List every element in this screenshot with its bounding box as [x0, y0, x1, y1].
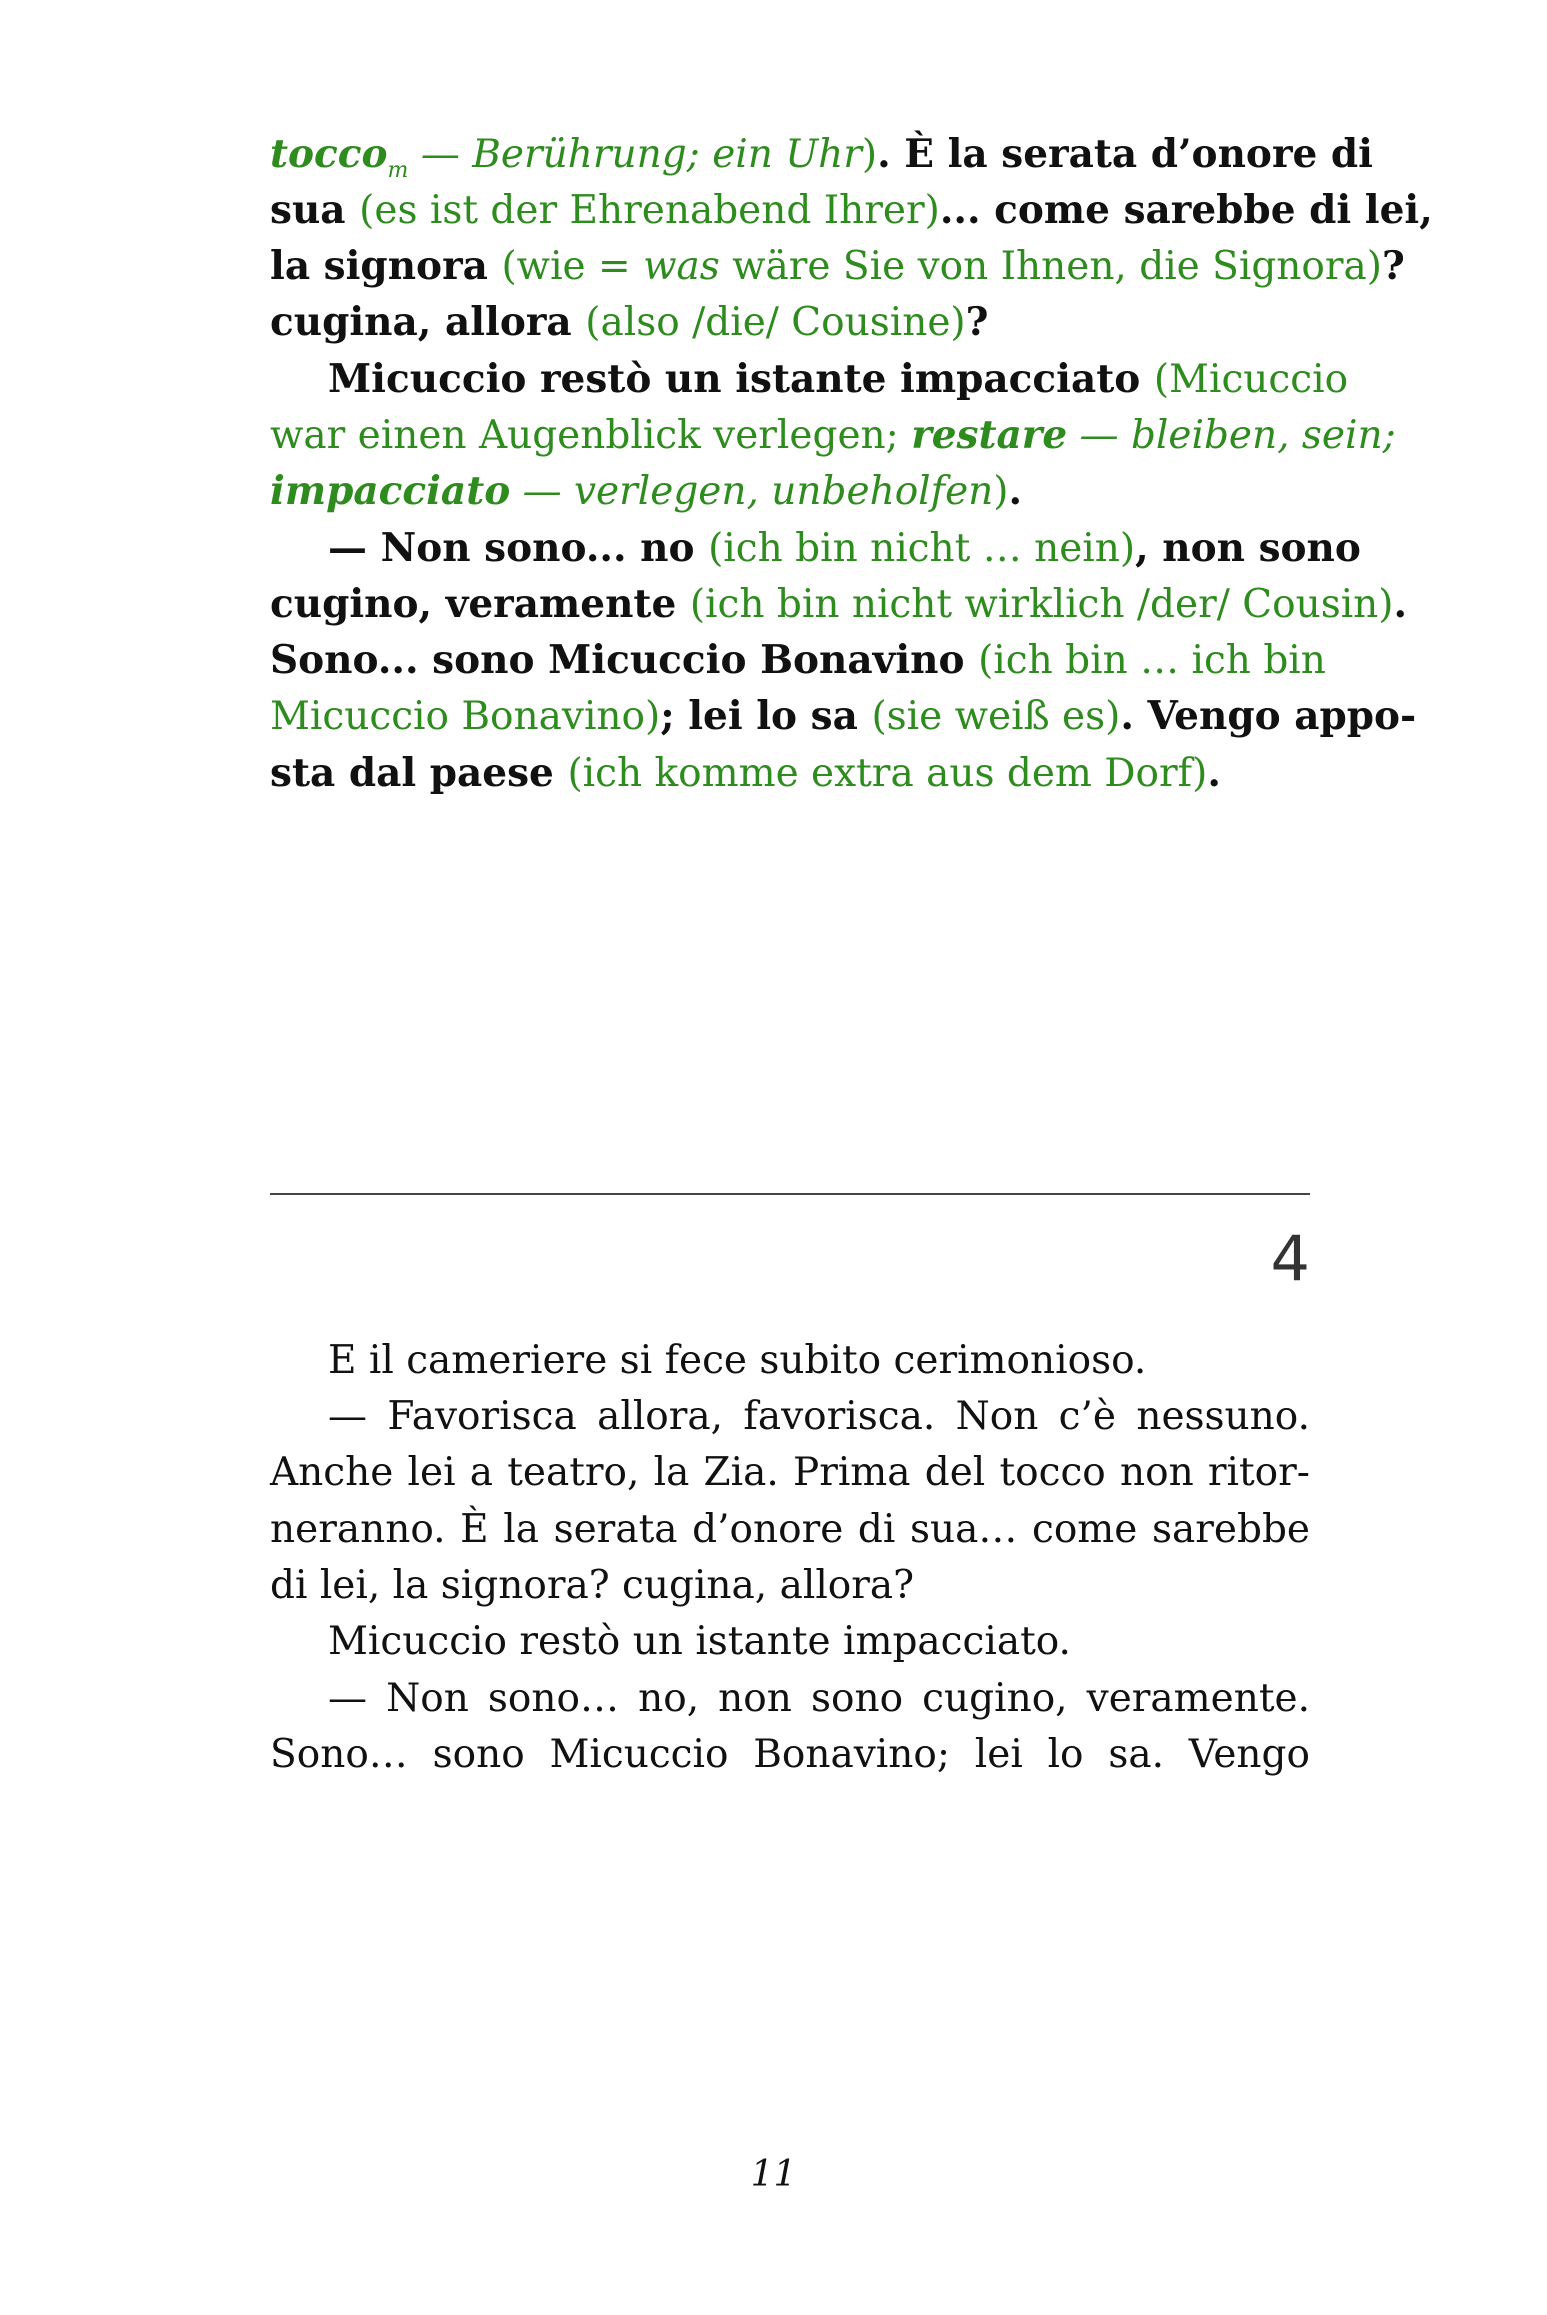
- section-divider: [270, 1193, 1310, 1195]
- italian-text: . Vengo appo-: [1120, 693, 1417, 739]
- italian-text: — Non sono... no: [328, 525, 709, 571]
- annotated-line: [270, 187, 1433, 233]
- plain-line: E il cameriere si fece subito cerimonioso.: [328, 1338, 1147, 1383]
- italian-text: sua: [270, 187, 360, 233]
- italian-text: la signora: [270, 243, 502, 289]
- plain-line: — Favorisca allora, favorisca. Non c’è nessuno.: [328, 1394, 1310, 1439]
- italian-text: ... come sarebbe di lei,: [939, 187, 1433, 233]
- annotated-line: [270, 131, 1373, 183]
- gloss-translation: wäre Sie von Ihnen, die Signora): [719, 244, 1383, 289]
- italian-text: Sono... sono Micuccio Bonavino: [270, 637, 979, 683]
- plain-line: — Non sono… no, non sono cugino, veramente.: [328, 1676, 1310, 1721]
- gloss-translation: (also /die/ Cousine): [585, 300, 966, 345]
- italian-text: sta dal paese: [270, 750, 568, 796]
- annotated-line: [270, 693, 1417, 739]
- plain-line: neranno. È la serata d’onore di sua… come sarebbe: [270, 1507, 1310, 1552]
- italian-text: .: [1207, 750, 1221, 796]
- annotated-line: [270, 750, 1310, 796]
- gloss-term: tocco: [270, 131, 388, 177]
- annotated-line: [270, 637, 1326, 683]
- gloss-translation: (ich bin nicht wirklich /der/ Cousin): [689, 582, 1394, 627]
- annotated-line: [270, 468, 1310, 514]
- plain-line: Micuccio restò un istante impacciato.: [328, 1619, 1071, 1664]
- italian-text: cugino, veramente: [270, 581, 690, 627]
- annotated-line: [270, 412, 1396, 458]
- plain-line: di lei, la signora? cugina, allora?: [270, 1563, 915, 1608]
- italian-text: . È la serata d’onore di: [877, 131, 1373, 177]
- chapter-number: 4: [1270, 1222, 1310, 1295]
- gloss-definition: — verlegen, unbeholfen: [510, 469, 994, 514]
- gender-marker: m: [387, 158, 409, 183]
- gloss-definition: — Berührung; ein Uhr: [408, 132, 862, 177]
- plain-line: Sono… sono Micuccio Bonavino; lei lo sa. Vengo: [270, 1732, 1310, 1777]
- annotated-line: [270, 525, 1361, 571]
- gloss-translation: (ich komme extra aus dem Dorf): [567, 751, 1208, 796]
- annotated-line: [270, 299, 1310, 345]
- gloss-translation: (wie =: [501, 244, 644, 289]
- annotated-line: [270, 356, 1349, 402]
- gloss-term: impacciato: [270, 468, 511, 514]
- italian-text: .: [1008, 468, 1023, 514]
- gloss-translation: (Micuccio: [1153, 357, 1349, 402]
- gloss-translation: war einen Augenblick verlegen;: [270, 413, 912, 458]
- gloss-emphasis: was: [643, 244, 720, 289]
- annotated-line: [270, 581, 1408, 627]
- italian-text: Micuccio restò un istante impacciato: [328, 356, 1154, 402]
- gloss-paren: ): [861, 132, 878, 177]
- italian-text: ?: [965, 299, 989, 345]
- plain-line: Anche lei a teatro, la Zia. Prima del tocco non ritor-: [270, 1450, 1310, 1495]
- annotated-line: [270, 243, 1405, 289]
- italian-text: .: [1393, 581, 1408, 627]
- italian-text: ?: [1382, 243, 1405, 289]
- italian-text: ; lei lo sa: [660, 693, 872, 739]
- italian-text: cugina, allora: [270, 299, 586, 345]
- gloss-definition: — bleiben, sein;: [1067, 413, 1396, 458]
- gloss-translation: (ich bin nicht … nein): [708, 526, 1136, 571]
- gloss-translation: (sie weiß es): [871, 694, 1121, 739]
- italian-text: , non sono: [1135, 525, 1361, 571]
- gloss-paren: ): [993, 469, 1009, 514]
- gloss-term: restare: [911, 412, 1068, 458]
- page-number: 11: [750, 2154, 797, 2195]
- gloss-translation: Micuccio Bonavino): [270, 694, 661, 739]
- gloss-translation: (ich bin … ich bin: [978, 638, 1326, 683]
- gloss-translation: (es ist der Ehrenabend Ihrer): [359, 188, 940, 233]
